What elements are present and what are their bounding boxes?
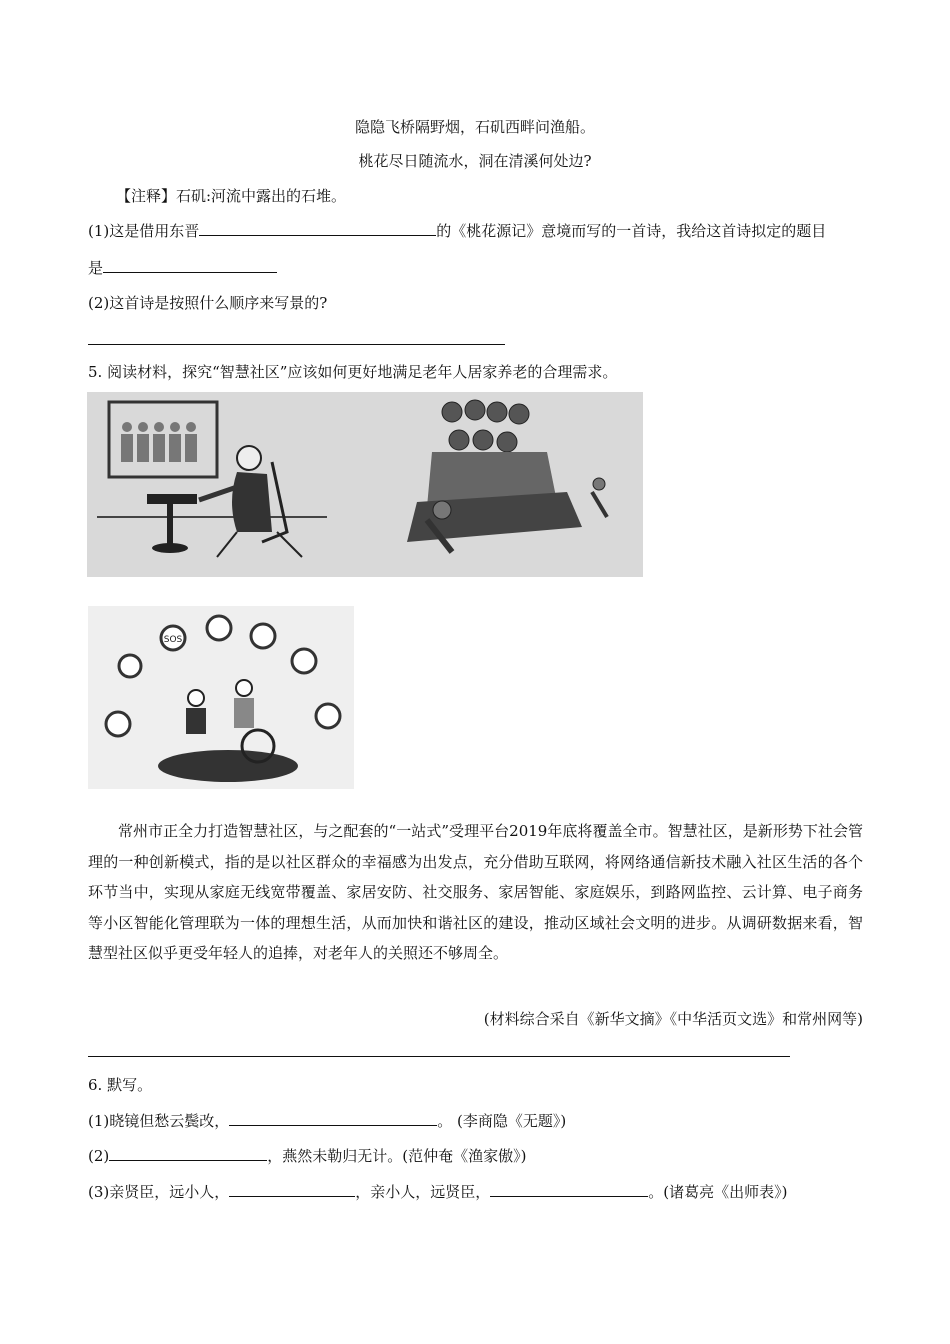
- q6-sub2: [88, 1145, 526, 1166]
- q6-title: 6. 默写。: [88, 1076, 153, 1094]
- q6-sub1-blank[interactable]: [229, 1110, 437, 1126]
- q4-author-blank[interactable]: [199, 220, 436, 236]
- q4-sub1-line: [88, 220, 826, 241]
- q6-sub3-text-a: (3)亲贤臣，远小人，: [88, 1183, 230, 1201]
- q6-sub1-text-a: (1)晓镜但愁云鬓改，: [88, 1112, 230, 1130]
- q6-sub3-blank-1[interactable]: [229, 1181, 355, 1197]
- q5-material-paragraph: 常州市正全力打造智慧社区，与之配套的“一站式”受理平台2019年底将覆盖全市。智慧社区，是新形势下社会管理的一种创新模式，指的是以社区群众的幸福感为出发点，充分借助互联网，将网络通信新技术融入社区生活的各个环节当中，实现从家庭无线宽带覆盖、家居安防、社交服务、家居智能、家庭娱乐，到路网监控、云计算、电子商务等小区智能化管理联为一体的理想生活，从而加快和谐社区的建设，推动区域社会文明的进步。从调研数据来看，智慧型社区似乎更受年轻人的追捧，对老年人的关照还不够周全。: [88, 822, 863, 962]
- q4-title-blank[interactable]: [103, 257, 277, 273]
- q4-title-line: [88, 257, 277, 278]
- q6-sub2-text-a: (2): [88, 1147, 110, 1165]
- q6-sub3-text-c: 。(诸葛亮《出师表》): [648, 1183, 788, 1201]
- q6-sub1: [88, 1110, 566, 1131]
- q4-sub1-text-c: 是: [88, 259, 104, 277]
- q6-sub3-blank-2[interactable]: [490, 1181, 648, 1197]
- cartoon-image-1: [87, 392, 643, 577]
- q4-sub1-text-a: (1)这是借用东晋: [88, 222, 200, 240]
- q4-answer-line[interactable]: [88, 344, 505, 345]
- q6-sub2-text-b: ，燕然未勒归无计。(范仲奄《渔家傲》): [267, 1147, 527, 1165]
- q5-title: 5. 阅读材料，探究“智慧社区”应该如何更好地满足老年人居家养老的合理需求。: [88, 363, 618, 381]
- q6-sub3-text-b: ，亲小人，远贤臣，: [355, 1183, 491, 1201]
- q6-sub3: [88, 1181, 787, 1202]
- q4-sub1-text-b: 的《桃花源记》意境而写的一首诗，我给这首诗拟定的题目: [436, 222, 827, 240]
- q6-sub2-blank[interactable]: [109, 1145, 267, 1161]
- q6-sub1-text-b: 。 (李商隐《无题》): [437, 1112, 567, 1130]
- poem-note: 【注释】石矶:河流中露出的石堆。: [116, 187, 347, 205]
- q4-sub2: (2)这首诗是按照什么顺序来写景的?: [88, 294, 328, 312]
- sos-label: SOS: [163, 635, 183, 645]
- q5-source: (材料综合采自《新华文摘》《中华活页文选》和常州网等): [483, 1010, 863, 1028]
- poem-line-1: 隐隐飞桥隔野烟，石矶西畔问渔船。: [354, 118, 595, 136]
- poem-line-2: 桃花尽日随流水，洞在清溪何处边?: [358, 152, 592, 170]
- cartoon-image-2: [88, 606, 354, 789]
- q5-answer-line[interactable]: [88, 1056, 790, 1057]
